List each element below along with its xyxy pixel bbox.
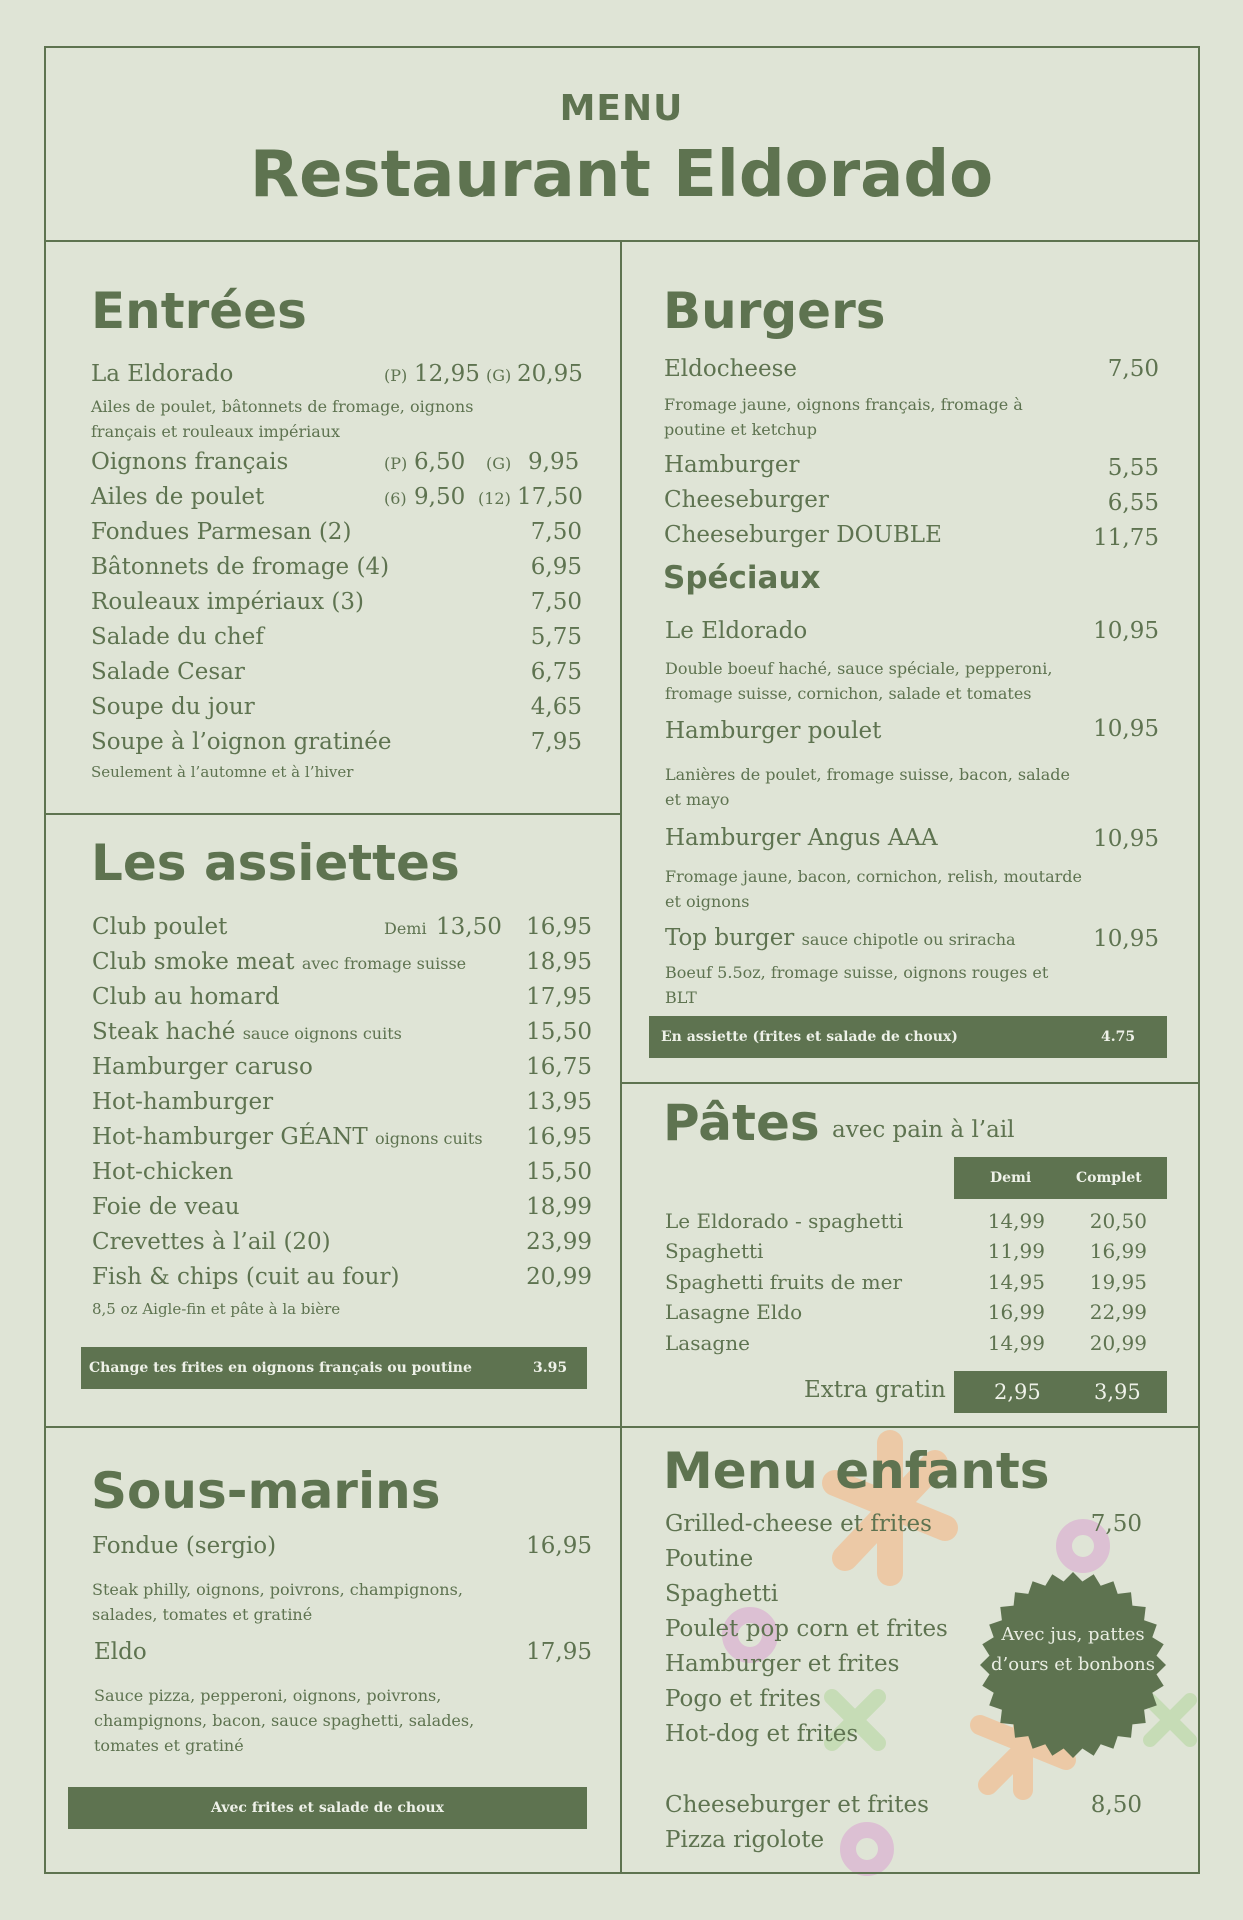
bar-text: En assiette (frites et salade de choux) <box>661 1029 958 1045</box>
menu-item-price: 7,50 <box>1090 1511 1142 1537</box>
menu-item-price: 18,99 <box>526 1194 592 1220</box>
menu-item-name: Top burger sauce chipotle ou sriracha <box>665 925 1016 951</box>
menu-item-name: Oignons français <box>91 449 289 475</box>
menu-item-price: 16,75 <box>526 1054 592 1080</box>
menu-item-description: Fromage jaune, oignons français, fromage à poutine et ketchup <box>664 395 1023 439</box>
menu-item-name: Rouleaux impériaux (3) <box>91 589 364 615</box>
bar-price: 3.95 <box>533 1360 568 1376</box>
menu-item-name: Fondues Parmesan (2) <box>91 519 352 545</box>
menu-item-price: 6,55 <box>1107 490 1159 516</box>
menu-item-price: 7,50 <box>530 589 582 615</box>
burger-plate-bar <box>649 1016 1167 1058</box>
menu-item-price: 10,95 <box>1093 826 1159 852</box>
menu-item-name: Cheeseburger et frites <box>665 1792 929 1818</box>
menu-item-price: 16,95 <box>526 1124 592 1150</box>
menu-item-name: Hamburger poulet <box>665 718 882 744</box>
col-demi: Demi <box>990 1170 1032 1186</box>
menu-item-price: 7,95 <box>530 729 582 755</box>
divider <box>44 813 621 815</box>
menu-item-price: 16,99 <box>987 1300 1045 1324</box>
menu-item-name: Club au homard <box>92 984 280 1010</box>
menu-item-name: Salade du chef <box>91 624 264 650</box>
bar-price: 4.75 <box>1101 1029 1136 1045</box>
speciaux-title: Spéciaux <box>663 560 821 596</box>
menu-item-name: Spaghetti fruits de mer <box>665 1270 903 1294</box>
menu-item-description: Double boeuf haché, sauce spéciale, pepperoni, fromage suisse, cornichon, salade et tomates <box>665 659 1053 703</box>
menu-item-price: 10,95 <box>1093 716 1159 742</box>
menu-item-price: 4,65 <box>530 694 582 720</box>
divider <box>44 1426 1200 1428</box>
menu-item-note: 8,5 oz Aigle-fin et pâte à la bière <box>92 1300 341 1318</box>
menu-item-name: Spaghetti <box>665 1581 779 1607</box>
menu-item-price: 10,95 <box>1093 926 1159 952</box>
menu-item-price: 19,95 <box>1089 1270 1147 1294</box>
menu-item-description: Ailes de poulet, bâtonnets de fromage, oignons français et rouleaux impériaux <box>91 397 474 441</box>
menu-item-price: 15,50 <box>526 1159 592 1185</box>
menu-item-name: Crevettes à l’ail (20) <box>92 1229 331 1255</box>
menu-item-name: Soupe à l’oignon gratinée <box>91 729 392 755</box>
bar-text: Avec frites et salade de choux <box>211 1800 444 1816</box>
menu-item-price: 16,95 <box>526 914 592 940</box>
menu-item-name: Hot-dog et frites <box>665 1721 859 1747</box>
menu-item-name: Le Eldorado <box>665 618 808 644</box>
kids-menu-badge-text: Avec jus, pattes d’ours et bonbons <box>991 1624 1155 1675</box>
menu-item-price: 11,75 <box>1093 525 1159 551</box>
menu-item-price: 7,50 <box>530 519 582 545</box>
menu-item-price: 5,55 <box>1107 455 1159 481</box>
menu-item-name: Hot-hamburger <box>92 1089 274 1115</box>
bar-text: Change tes frites en oignons français ou poutine <box>89 1360 472 1376</box>
divider <box>620 240 622 1874</box>
menu-item-name: Ailes de poulet <box>91 484 265 510</box>
menu-item-name: Eldo <box>94 1639 147 1665</box>
menu-item-name: Lasagne <box>665 1331 750 1355</box>
size-label: (P) <box>384 366 408 385</box>
menu-item-price: 14,99 <box>987 1331 1045 1355</box>
section-title-assiettes: Les assiettes <box>91 834 460 892</box>
size-label: (6) <box>384 489 407 508</box>
menu-item-price: 5,75 <box>530 624 582 650</box>
menu-item-price: 9,50 <box>414 484 466 510</box>
section-title-menu-enfants: Menu enfants <box>663 1442 1050 1500</box>
menu-item-name: Club poulet <box>92 914 228 940</box>
menu-item-name: Fish & chips (cuit au four) <box>92 1264 400 1290</box>
menu-item-name: Salade Cesar <box>91 659 245 685</box>
section-title-pates: Pâtes <box>663 1094 820 1152</box>
menu-item-name: Hamburger et frites <box>665 1651 900 1677</box>
size-label: (P) <box>384 454 408 473</box>
pates-column-header <box>954 1157 1167 1199</box>
section-title-burgers: Burgers <box>663 282 886 340</box>
section-title-sous-marins: Sous-marins <box>91 1462 441 1520</box>
menu-item-name: Eldocheese <box>664 356 798 382</box>
menu-item-price: 20,50 <box>1089 1209 1147 1233</box>
sous-marins-sides-bar <box>68 1787 587 1829</box>
frites-upgrade-bar <box>81 1347 587 1389</box>
menu-item-price: 18,95 <box>526 949 592 975</box>
menu-item-name: Cheeseburger <box>664 487 829 513</box>
menu-label: MENU <box>559 88 684 129</box>
menu-item-price: 9,95 <box>528 449 580 475</box>
size-label: (G) <box>486 454 512 473</box>
menu-item-name: Spaghetti <box>665 1239 764 1263</box>
menu-item-name: Soupe du jour <box>91 694 255 720</box>
menu-item-name: Hamburger Angus AAA <box>665 825 938 851</box>
menu-item-price: 16,99 <box>1089 1239 1147 1263</box>
menu-item-description: Lanières de poulet, fromage suisse, bacon, salade et mayo <box>665 765 1071 809</box>
menu-item-name: Hamburger caruso <box>92 1054 313 1080</box>
divider <box>44 240 1200 242</box>
menu-item-price: 22,99 <box>1089 1300 1147 1324</box>
section-title-entrees: Entrées <box>91 282 307 340</box>
menu-item-description: Boeuf 5.5oz, fromage suisse, oignons rouges et BLT <box>665 963 1049 1007</box>
menu-item-description: Steak philly, oignons, poivrons, champignons, salades, tomates et gratiné <box>92 1580 463 1624</box>
pates-subtitle: avec pain à l’ail <box>832 1117 1015 1143</box>
menu-item-price: 17,50 <box>517 484 583 510</box>
menu-item-name: La Eldorado <box>91 361 234 387</box>
menu-item-name: Le Eldorado - spaghetti <box>665 1209 904 1233</box>
menu-item-price: 17,95 <box>526 984 592 1010</box>
menu-item-name: Poulet pop corn et frites <box>665 1616 948 1642</box>
menu-item-description: Fromage jaune, bacon, cornichon, relish, moutarde et oignons <box>665 867 1083 911</box>
menu-item-price: 10,95 <box>1093 618 1159 644</box>
menu-item-price: 8,50 <box>1090 1792 1142 1818</box>
menu-item-name: Hot-chicken <box>92 1159 234 1185</box>
menu-item-price: 20,95 <box>517 361 583 387</box>
menu-item-name: Lasagne Eldo <box>665 1300 803 1324</box>
menu-item-note: Seulement à l’automne et à l’hiver <box>91 763 354 781</box>
col-complet: Complet <box>1076 1170 1142 1186</box>
menu-item-price: 6,50 <box>414 449 466 475</box>
menu-item-name: Steak haché sauce oignons cuits <box>92 1019 402 1045</box>
menu-item-price: 11,99 <box>987 1239 1045 1263</box>
menu-item-name: Foie de veau <box>92 1194 240 1220</box>
menu-item-name: Poutine <box>665 1546 754 1572</box>
menu-item-name: Hot-hamburger GÉANT oignons cuits <box>92 1124 483 1150</box>
menu-item-description: Sauce pizza, pepperoni, oignons, poivrons, champignons, bacon, sauce spaghetti, salades, tomates et gratiné <box>94 1686 475 1755</box>
menu-item-price: 13,50 <box>436 914 502 940</box>
extra-demi-price: 2,95 <box>994 1380 1041 1404</box>
menu-item-price: 12,95 <box>414 361 480 387</box>
size-label: (G) <box>486 366 512 385</box>
menu-item-name: Pizza rigolote <box>665 1827 825 1853</box>
menu-item-name: Pogo et frites <box>665 1686 821 1712</box>
menu-item-price: 23,99 <box>526 1229 592 1255</box>
extra-gratin-label: Extra gratin <box>804 1377 946 1403</box>
menu-item-price: 6,95 <box>530 554 582 580</box>
menu-item-name: Cheeseburger DOUBLE <box>664 522 942 548</box>
menu-item-price: 14,95 <box>987 1270 1045 1294</box>
size-label: Demi <box>384 919 427 938</box>
menu-item-price: 13,95 <box>526 1089 592 1115</box>
menu-item-price: 20,99 <box>1089 1331 1147 1355</box>
menu-item-name: Club smoke meat avec fromage suisse <box>92 949 467 975</box>
menu-item-price: 7,50 <box>1107 356 1159 382</box>
menu-item-name: Fondue (sergio) <box>92 1533 277 1559</box>
size-label: (12) <box>478 489 511 508</box>
restaurant-title: Restaurant Eldorado <box>249 138 994 212</box>
menu-item-price: 20,99 <box>526 1264 592 1290</box>
menu-item-price: 6,75 <box>530 659 582 685</box>
menu-item-name: Hamburger <box>664 452 800 478</box>
menu-item-price: 17,95 <box>526 1639 592 1665</box>
divider <box>620 1082 1200 1084</box>
extra-complet-price: 3,95 <box>1094 1380 1141 1404</box>
menu-item-price: 16,95 <box>526 1533 592 1559</box>
extra-gratin-bar <box>954 1371 1167 1413</box>
menu-item-price: 15,50 <box>526 1019 592 1045</box>
menu-item-name: Grilled-cheese et frites <box>665 1511 932 1537</box>
menu-item-price: 14,99 <box>987 1209 1045 1233</box>
menu-item-name: Bâtonnets de fromage (4) <box>91 554 390 580</box>
